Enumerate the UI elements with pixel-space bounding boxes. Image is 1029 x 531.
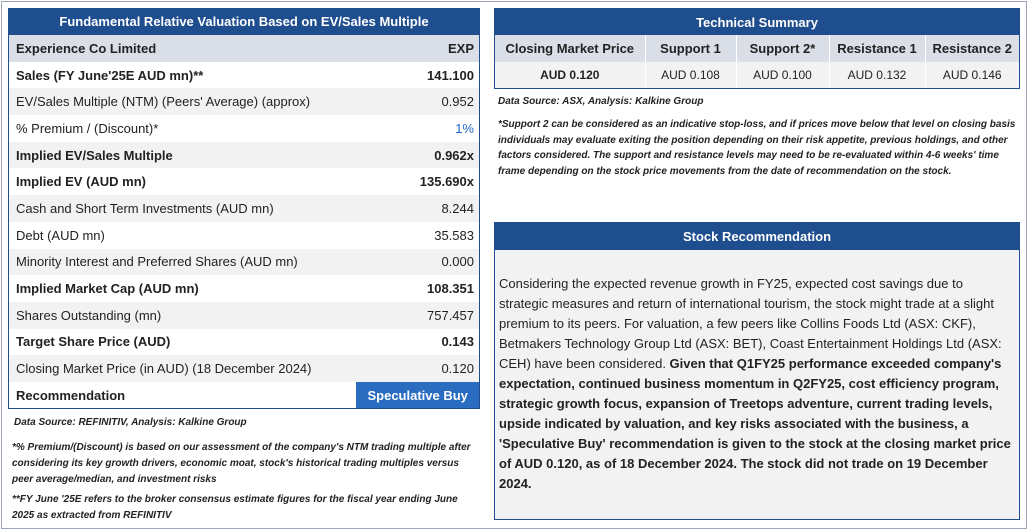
table-row — [9, 275, 480, 302]
valuation-source: Data Source: REFINITIV, Analysis: Kalkine Group — [14, 417, 247, 428]
row-value: 0.120 — [356, 355, 479, 382]
recommendation-badge: Speculative Buy — [356, 382, 479, 409]
row-label: Closing Market Price (in AUD) (18 December 2024) — [9, 355, 357, 382]
col-header: Resistance 2 — [925, 35, 1019, 62]
premium-note: *% Premium/(Discount) is based on our assessment of the company's NTM trading multiple after considering its key growth drivers, economic moat, stock's historical trading multiples versus peer average/median, and investment risks — [12, 442, 471, 485]
fy-note: **FY June '25E refers to the broker consensus estimate figures for the fiscal year ending June 2025 as extracted from REFINITIV — [12, 494, 458, 521]
row-value: 35.583 — [434, 227, 474, 243]
row-label: EV/Sales Multiple (NTM) (Peers' Average) (approx) — [9, 88, 357, 115]
recommendation-text-bold: Given that Q1FY25 performance exceeded company's expectation, continued business momentum in Q2FY25, cost efficiency program, strategic growth focus, expansion of Treetops adventure, current trading levels, upside indicated by valuation, and key risks associated with the business, a 'Speculative Buy' recommendation is given to the stock at the closing market price of AUD 0.120, as of 18 December 2024. The stock did not trade on 19 December 2024. — [499, 356, 1011, 491]
table-row — [9, 302, 480, 329]
row-value: 757.457 — [356, 302, 479, 329]
technical-panel — [494, 8, 1020, 89]
row-value: EXP — [356, 35, 479, 62]
row-value: 8.244 — [356, 195, 479, 222]
table-cell: AUD 0.108 — [645, 62, 736, 88]
table-row — [9, 249, 480, 276]
table-row — [9, 142, 480, 169]
table-row — [9, 222, 480, 249]
table-row — [9, 115, 480, 142]
recommendation-text: Considering the expected revenue growth in FY25, expected cost savings due to strategic measures and return of international tourism, the stock might trade at a slight premium to its peers. For valuation, a few peers like Collins Foods Ltd (ASX: CKF), Betmakers Technology Group Ltd (ASX: BET), Coast Entertainment Holdings Ltd (ASX: CEH) have been considered. — [499, 276, 1002, 371]
col-header: Support 1 — [645, 35, 736, 62]
row-label: Minority Interest and Preferred Shares (AUD mn) — [9, 249, 357, 276]
table-row — [9, 329, 480, 356]
table-row — [9, 35, 480, 62]
table-row — [9, 195, 480, 222]
row-label: Implied EV/Sales Multiple — [9, 142, 357, 169]
valuation-title: Fundamental Relative Valuation Based on EV/Sales Multiple — [8, 8, 480, 35]
row-value: 0.143 — [441, 334, 474, 350]
row-value: 0.962x — [356, 142, 479, 169]
recommendation-title: Stock Recommendation — [495, 223, 1019, 250]
valuation-panel — [8, 8, 480, 409]
table-cell: AUD 0.146 — [925, 62, 1019, 88]
col-header: Closing Market Price — [495, 35, 645, 62]
row-label: Recommendation — [9, 382, 357, 409]
table-cell: AUD 0.100 — [736, 62, 829, 88]
table-row — [9, 355, 480, 382]
row-value: 0.000 — [356, 249, 479, 276]
row-label: Sales (FY June'25E AUD mn)** — [16, 67, 204, 83]
col-header: Resistance 1 — [829, 35, 925, 62]
table-header-row — [495, 35, 1019, 62]
row-label: Target Share Price (AUD) — [16, 334, 171, 350]
row-value: 135.690x — [419, 174, 474, 190]
col-header: Support 2* — [736, 35, 829, 62]
table-cell: AUD 0.120 — [495, 62, 645, 88]
recommendation-body — [495, 250, 1019, 494]
row-value: 108.351 — [427, 281, 474, 297]
row-value: 1% — [455, 120, 474, 136]
valuation-table — [8, 35, 480, 409]
technical-title: Technical Summary — [495, 9, 1019, 35]
row-label: Implied EV (AUD mn) — [16, 174, 147, 190]
row-label: Experience Co Limited — [9, 35, 357, 62]
row-label: % Premium / (Discount)* — [16, 120, 159, 136]
recommendation-panel — [494, 222, 1020, 520]
table-row — [9, 168, 480, 195]
valuation-notes — [12, 440, 480, 528]
row-value: 141.100 — [427, 67, 474, 83]
row-label: Cash and Short Term Investments (AUD mn) — [9, 195, 357, 222]
row-label: Shares Outstanding (mn) — [9, 302, 357, 329]
row-label: Debt (AUD mn) — [16, 227, 105, 243]
row-label: Implied Market Cap (AUD mn) — [16, 281, 199, 297]
table-row — [9, 382, 480, 409]
row-value: 0.952 — [356, 88, 479, 115]
support-note: *Support 2 can be considered as an indicative stop-loss, and if prices move below that level on closing basis individuals may evaluate exiting the position depending on their risk appetite, previous holdings, and other factors considered. The support and resistance levels may need to be re-evaluated within 4-6 weeks' time frame depending on the stock price movements from the date of recommendation on the stock. — [498, 119, 1016, 177]
table-row — [9, 62, 480, 89]
table-cell: AUD 0.132 — [829, 62, 925, 88]
table-row — [9, 88, 480, 115]
technical-source: Data Source: ASX, Analysis: Kalkine Group — [498, 96, 704, 107]
technical-table — [495, 35, 1019, 88]
table-row — [495, 62, 1019, 88]
